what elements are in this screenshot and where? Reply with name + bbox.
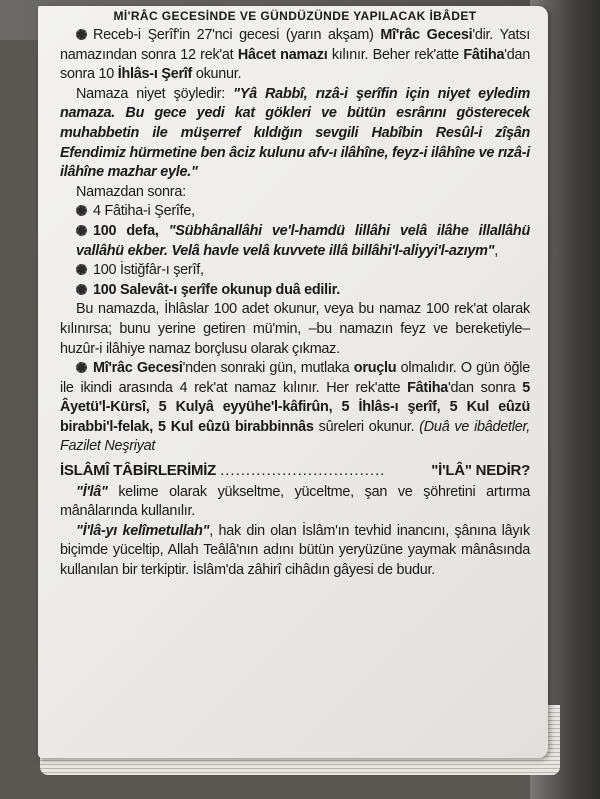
list-item: 100 defa, "Sübhânallâhi ve'l-hamdü lillâhi velâ ilâhe illallâhü vallâhü ekber. Velâ havle velâ kuvvete illâ billâhi'l-aliyyi'l-azıym", (76, 222, 530, 259)
bullet-icon (76, 284, 87, 295)
page-title: Mİ'RÂC GECESİNDE VE GÜNDÜZÜNDE YAPILACAK İBÂDET (113, 9, 477, 23)
section-heading (60, 461, 530, 481)
list-item: 100 İstiğfâr-ı şerîf, (60, 261, 530, 281)
bullet-icon (76, 205, 87, 216)
paragraph-intro: Receb-i Şerîf'in 27'nci gecesi (yarın akşam) Mî'râc Gecesi'dir. Yatsı namazından sonra 12 rek'at Hâcet namazı kılınır. Beher rek'atte Fâtiha'dan sonra 10 İhlâs-ı Şerîf okunur. (60, 27, 530, 83)
leader-dots: ................................ (220, 462, 386, 480)
paragraph-ila-definition: "İ'lâ" kelime olarak yükseltme, yüceltme, şan ve şöhretini artırma mânâlarında kullanılır. (60, 483, 530, 520)
list-item: 100 Salevât-ı şerîfe okunup duâ edilir. (60, 281, 530, 301)
bullet-icon (76, 225, 87, 236)
paragraph-ihlas-note: Bu namazda, İhlâslar 100 adet okunur, veya bu namaz 100 rek'at olarak kılınırsa; bunu yerine getiren mü'min, –bu namazın feyz ve bereketiyle– huzûr-i ilâhiye namaz borçlusu olarak çıkmaz. (60, 301, 530, 357)
paragraph-next-day: Mî'râc Gecesi'nden sonraki gün, mutlaka oruçlu olmalıdır. O gün öğle ile ikindi arasında 4 rek'at namaz kılınır. Her rek'atte Fâtiha'dan sonra 5 Âyetü'l-Kürsî, 5 Kulyâ eyyühe'l-kâfirûn, 5 İhlâs-ı şerîf, 5 Kul eûzü birabbi'l-felak, 5 Kul eûzü birabbinnâs sûreleri okunur. (Duâ ve ibâdetler, Fazilet Neşriyat (60, 360, 531, 455)
bullet-icon (76, 264, 87, 275)
section-heading-right: "İ'LÂ" NEDİR? (431, 462, 530, 480)
paragraph-after-prayer: Namazdan sonra: (76, 183, 186, 200)
paragraph-ila-kelimetullah: "İ'lâ-yı kelîmetullah", hak din olan İslâm'ın tevhid inancını, şânına lâyık biçimde yüceltip, Allah Teâlâ'nın adını bütün yeryüzüne yaymak mânâsında kullanılan bir terkiptir. İslâm'da zâhirî cihâdın gâyesi de budur. (60, 522, 530, 579)
list-item: 4 Fâtiha-i Şerîfe, (60, 202, 530, 222)
bullet-icon (76, 362, 87, 373)
page-content (60, 8, 530, 581)
section-heading-left: İSLÂMÎ TÂBİRLERİMİZ (60, 462, 217, 480)
bullet-icon (76, 29, 87, 40)
paragraph-intention: Namaza niyet şöyledir: "Yâ Rabbî, rızâ-i şerîfin için niyet eyledim namaza. Bu gece yedi kat gökleri ve bütün esrârını gösterecek muhabbetin ile müşerref kıldığın sevgili Habîbin Resûl-i zîşân Efendimiz hürmetine ben âciz kulunu afv-ı ilâhîne, feyz-i ilâhîne ve rızâ-i ilâhîne mazhar eyle." (60, 85, 530, 181)
